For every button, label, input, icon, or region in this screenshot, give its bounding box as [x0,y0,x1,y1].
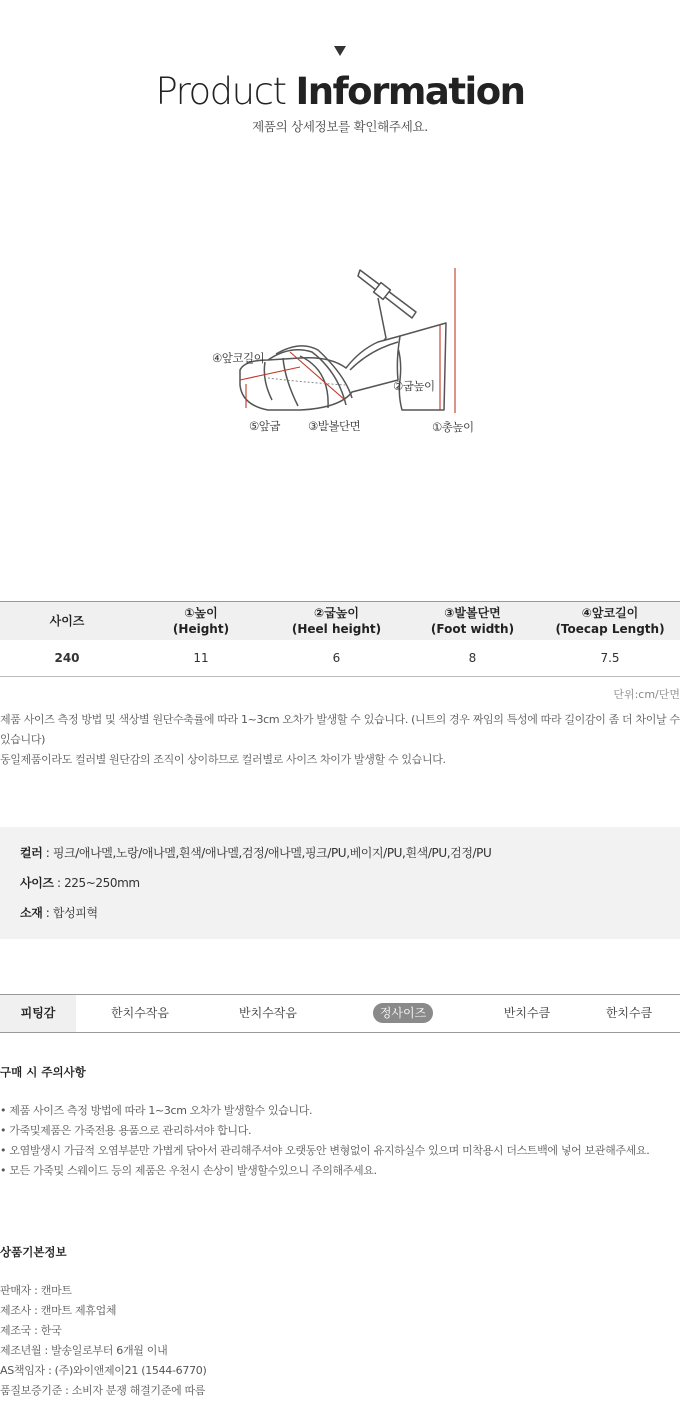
front-heel-label: ⑤앞굽 [249,419,281,433]
basic-info-list [0,1281,206,1401]
spec-size: 사이즈 : 225~250mm [20,876,140,890]
header-height: ①높이 (Height) [134,602,268,640]
header-foot-width: ③발볼단면 (Foot width) [405,602,540,640]
list-item: • 제품 사이즈 측정 방법에 따라 1~3cm 오차가 발생할수 있습니다. [0,1101,649,1121]
fit-option-much-larger: 한치수큼 [605,1006,653,1020]
cell-height: 11 [134,640,268,677]
spec-material: 소재 : 합성피혁 [20,906,98,920]
fit-option-smaller: 반치수작음 [239,1006,297,1020]
page-title: Product Information [155,70,525,113]
list-item: 제조년월 : 발송일로부터 6개월 이내 [0,1344,168,1357]
foot-width-label: ③발볼단면 [308,419,361,433]
list-item: AS책임자 : (주)와이앤제이21 (1544-6770) [0,1364,207,1377]
fit-option-much-smaller: 한치수작음 [111,1006,169,1020]
heel-height-label: ②굽높이 [393,379,435,393]
fit-scale [0,994,680,1033]
list-item: • 모든 가죽및 스웨이드 등의 제품은 우천시 손상이 발생할수있으니 주의해주세요. [0,1161,649,1181]
caution-list [0,1101,649,1181]
arrow-down-icon [334,46,346,56]
table-header-row [0,602,680,640]
header-heel-height: ②굽높이 (Heel height) [268,602,405,640]
list-item: 판매자 : 캔마트 [0,1284,72,1297]
unit-label: 단위:cm/단면 [613,688,680,701]
table-row [0,640,680,677]
toecap-length-label: ④앞코길이 [212,351,265,365]
header-size: 사이즈 [0,602,134,640]
size-table [0,601,680,677]
list-item: • 오염발생시 가급적 오염부분만 가볍게 닦아서 관리해주셔야 오랫동안 변형없이 유지하실수 있으며 미착용시 더스트백에 넣어 보관해주세요. [0,1141,649,1161]
cell-heel-height: 6 [268,640,405,677]
list-item: 제조사 : 캔마트 제휴업체 [0,1304,117,1317]
fit-option-larger: 반치수큼 [503,1006,551,1020]
list-item: 제조국 : 한국 [0,1324,62,1337]
list-item: • 가죽및제품은 가죽전용 용품으로 관리하셔야 합니다. [0,1121,649,1141]
list-item: 품질보증기준 : 소비자 분쟁 해결기준에 따름 [0,1384,206,1397]
page-subtitle: 제품의 상세정보를 확인해주세요. [252,119,428,134]
size-notes [0,710,680,770]
total-height-label: ①총높이 [432,420,474,434]
spec-box [0,827,680,939]
note-line: 제품 사이즈 측정 방법 및 색상별 원단수축률에 따라 1~3cm 오차가 발생할 수 있습니다. (니트의 경우 짜임의 특성에 따라 길이감이 좀 더 차이날 수 있습니다) [0,713,680,746]
fit-option-true-size: 정사이즈 [348,995,458,1032]
fit-label: 피팅감 [0,995,76,1032]
cell-toecap-length: 7.5 [540,640,680,677]
caution-title: 구매 시 주의사항 [0,1065,86,1079]
cell-size: 240 [0,640,134,677]
header-toecap-length: ④앞코길이 (Toecap Length) [540,602,680,640]
spec-color: 컬러 : 핑크/애나멜,노랑/애나멜,흰색/애나멜,검정/애나멜,핑크/PU,베이지/PU,흰색/PU,검정/PU [20,846,492,860]
basic-info-title: 상품기본정보 [0,1245,67,1259]
cell-foot-width: 8 [405,640,540,677]
note-line: 동일제품이라도 컬러별 원단감의 조직이 상이하므로 컬러별로 사이즈 차이가 발생할 수 있습니다. [0,753,446,766]
shoe-measurement-diagram [0,260,680,450]
